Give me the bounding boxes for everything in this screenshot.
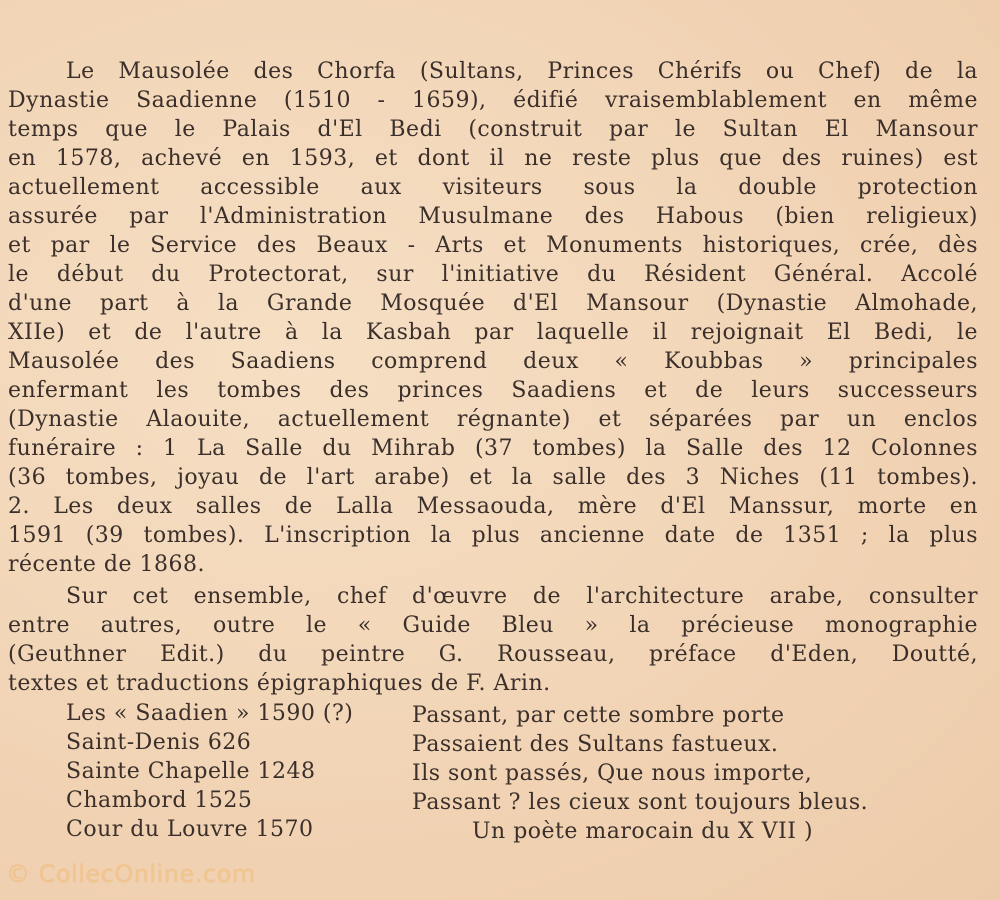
paragraph1-line: en 1578, achevé en 1593, et dont il ne reste plus que des ruines) est xyxy=(8,146,978,171)
paragraph1-line: Mausolée des Saadiens comprend deux « Koubbas » principales xyxy=(8,349,978,374)
paragraph2-line: entre autres, outre le « Guide Bleu » la précieuse monographie xyxy=(8,613,978,638)
paragraph2-line: (Geuthner Edit.) du peintre G. Rousseau, préface d'Eden, Doutté, xyxy=(8,642,978,667)
paragraph1-line: funéraire : 1 La Salle du Mihrab (37 tombes) la Salle des 12 Colonnes xyxy=(8,436,978,461)
paragraph1-line: enfermant les tombes des princes Saadiens et de leurs successeurs xyxy=(8,378,978,403)
paragraph1-line: assurée par l'Administration Musulmane des Habous (bien religieux) xyxy=(8,204,978,229)
paragraph1-line: 2. Les deux salles de Lalla Messaouda, mère d'El Manssur, morte en xyxy=(8,494,978,519)
paragraph1-line: (Dynastie Alaouite, actuellement régnante) et séparées par un enclos xyxy=(8,407,978,432)
paragraph1-line: temps que le Palais d'El Bedi (construit par le Sultan El Mansour xyxy=(8,117,978,142)
paragraph1-line: d'une part à la Grande Mosquée d'El Mansour (Dynastie Almohade, xyxy=(8,291,978,316)
paragraph1-line: (36 tombes, joyau de l'art arabe) et la salle des 3 Niches (11 tombes). xyxy=(8,465,978,490)
poem-left-line: Les « Saadien » 1590 (?) xyxy=(66,701,354,726)
poem-left-line: Chambord 1525 xyxy=(66,788,253,813)
poem-left-line: Cour du Louvre 1570 xyxy=(66,817,314,842)
paragraph1-line: et par le Service des Beaux - Arts et Monuments historiques, crée, dès xyxy=(8,233,978,258)
paragraph1-line: XIIe) et de l'autre à la Kasbah par laquelle il rejoignait El Bedi, le xyxy=(8,320,978,345)
poem-right-line: Passant ? les cieux sont toujours bleus. xyxy=(412,790,869,815)
poem-left-line: Sainte Chapelle 1248 xyxy=(66,759,316,784)
paragraph1-line: le début du Protectorat, sur l'initiative du Résident Général. Accolé xyxy=(8,262,978,287)
poem-right-line: Passant, par cette sombre porte xyxy=(412,703,785,728)
watermark: © CollecOnline.com xyxy=(6,860,256,888)
poem-right-line: Passaient des Sultans fastueux. xyxy=(412,732,779,757)
paragraph1-line: 1591 (39 tombes). L'inscription la plus ancienne date de 1351 ; la plus xyxy=(8,523,978,548)
paragraph1-line: actuellement accessible aux visiteurs sous la double protection xyxy=(8,175,978,200)
paragraph1-line: Le Mausolée des Chorfa (Sultans, Princes Chérifs ou Chef) de la xyxy=(66,59,978,84)
paragraph2-line: Sur cet ensemble, chef d'œuvre de l'architecture arabe, consulter xyxy=(66,584,978,609)
paragraph1-line: récente de 1868. xyxy=(8,552,205,577)
poem-left-line: Saint-Denis 626 xyxy=(66,730,252,755)
paragraph2-line: textes et traductions épigraphiques de F. Arin. xyxy=(8,671,551,696)
poem-right-line: Un poète marocain du X VII ) xyxy=(472,819,814,844)
paragraph1-line: Dynastie Saadienne (1510 - 1659), édifié vraisemblablement en même xyxy=(8,88,978,113)
poem-right-line: Ils sont passés, Que nous importe, xyxy=(412,761,813,786)
